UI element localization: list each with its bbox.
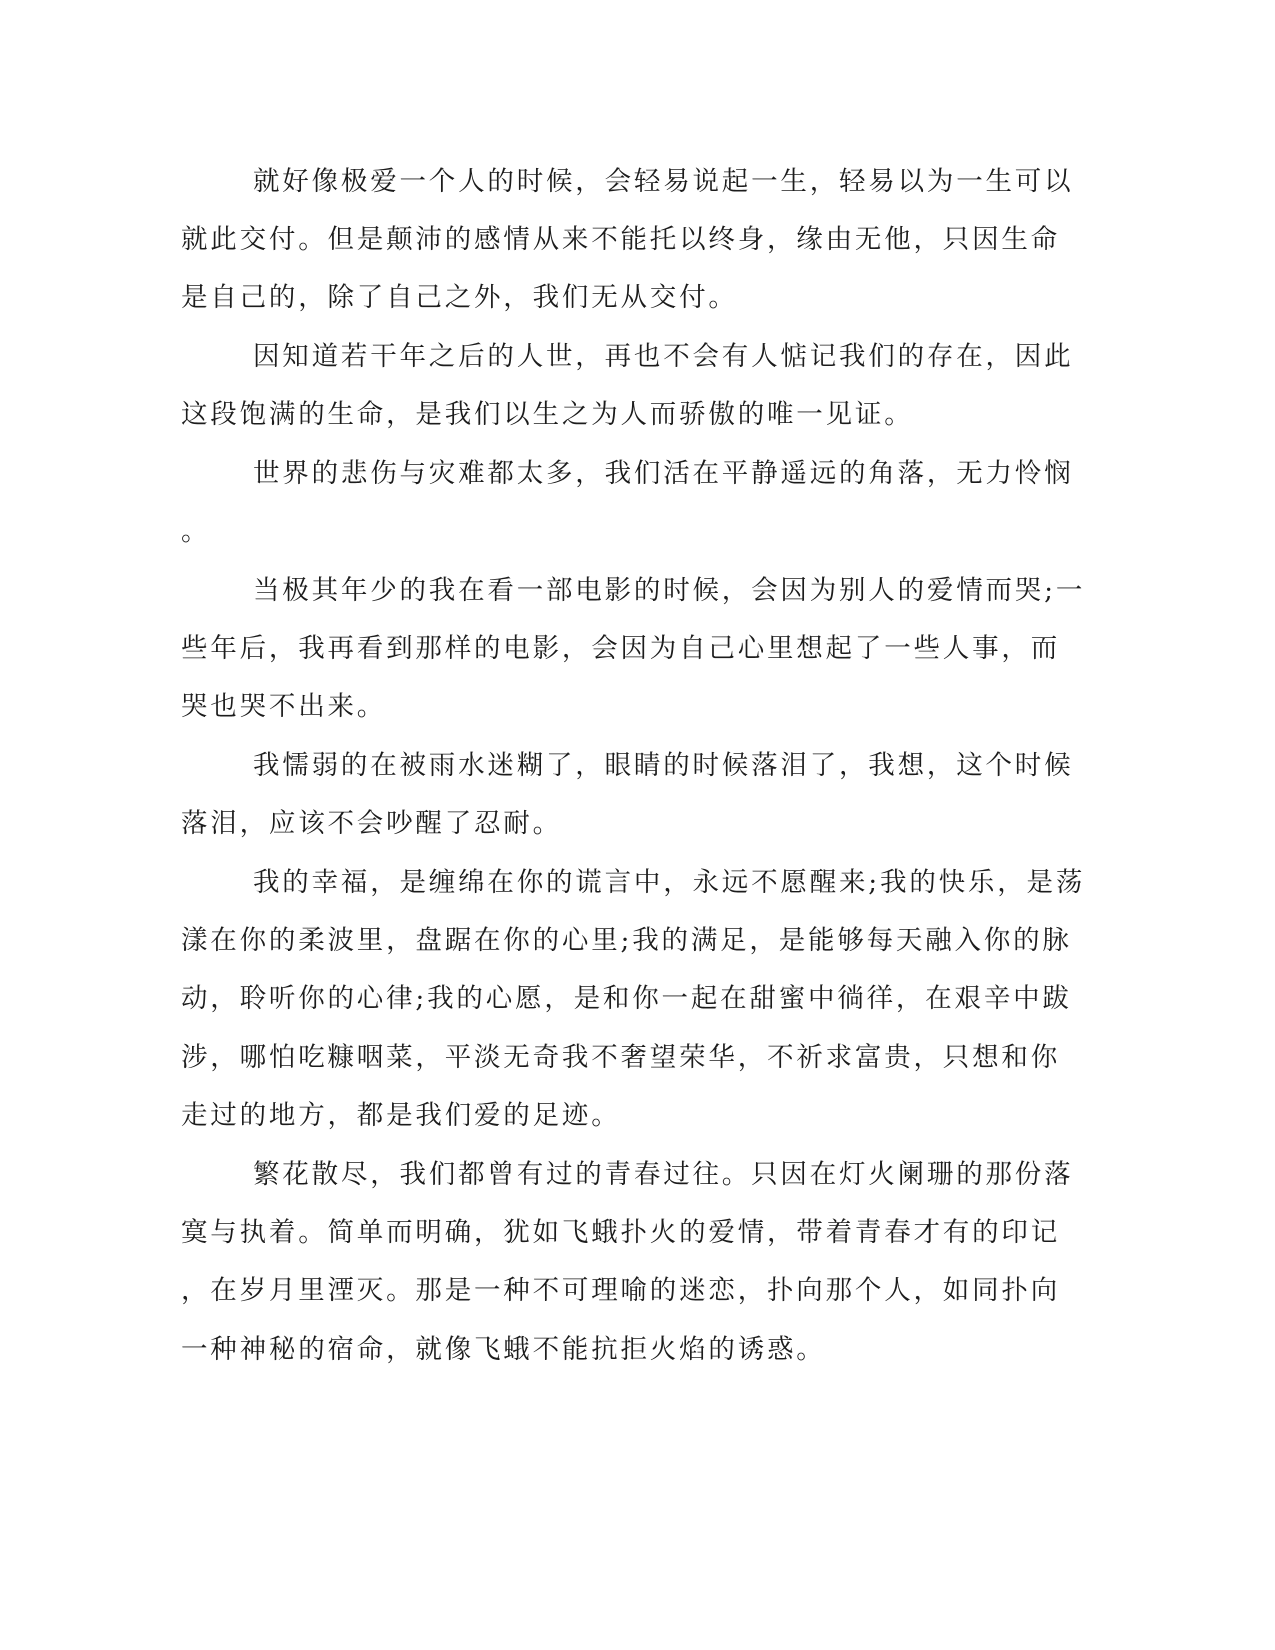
paragraph-7-line-2: 寞与执着。简单而明确，犹如飞蛾扑火的爱情，带着青春才有的印记: [181, 1217, 1060, 1248]
paragraph-4-line-2: 些年后，我再看到那样的电影，会因为自己心里想起了一些人事，而: [181, 633, 1060, 664]
paragraph-6-line-4: 涉，哪怕吃糠咽菜，平淡无奇我不奢望荣华，不祈求富贵，只想和你: [181, 1042, 1060, 1073]
paragraph-1-line-1: 就好像极爱一个人的时候，会轻易说起一生，轻易以为一生可以: [253, 166, 1074, 197]
paragraph-2-line-1: 因知道若干年之后的人世，再也不会有人惦记我们的存在，因此: [253, 341, 1074, 372]
paragraph-4-line-1: 当极其年少的我在看一部电影的时候，会因为别人的爱情而哭;一: [253, 575, 1086, 606]
paragraph-5-line-2: 落泪，应该不会吵醒了忍耐。: [181, 808, 562, 839]
paragraph-7-line-4: 一种神秘的宿命，就像飞蛾不能抗拒火焰的诱惑。: [181, 1334, 826, 1365]
paragraph-6-line-3: 动，聆听你的心律;我的心愿，是和你一起在甜蜜中徜徉，在艰辛中跋: [181, 983, 1072, 1014]
paragraph-7-line-1: 繁花散尽，我们都曾有过的青春过往。只因在灯火阑珊的那份落: [253, 1159, 1074, 1190]
paragraph-3-line-1: 世界的悲伤与灾难都太多，我们活在平静遥远的角落，无力怜悯: [253, 458, 1074, 489]
paragraph-5-line-1: 我懦弱的在被雨水迷糊了，眼睛的时候落泪了，我想，这个时候: [253, 750, 1074, 781]
paragraph-7-line-3: ，在岁月里湮灭。那是一种不可理喻的迷恋，扑向那个人，如同扑向: [181, 1275, 1060, 1306]
paragraph-6-line-1: 我的幸福，是缠绵在你的谎言中，永远不愿醒来;我的快乐，是荡: [253, 867, 1086, 898]
paragraph-1-line-2: 就此交付。但是颠沛的感情从来不能托以终身，缘由无他，只因生命: [181, 224, 1060, 255]
paragraph-2-line-2: 这段饱满的生命，是我们以生之为人而骄傲的唯一见证。: [181, 399, 914, 430]
paragraph-4-line-3: 哭也哭不出来。: [181, 691, 387, 722]
paragraph-6-line-2: 漾在你的柔波里，盘踞在你的心里;我的满足，是能够每天融入你的脉: [181, 925, 1072, 956]
paragraph-3-line-2: 。: [181, 516, 211, 547]
paragraph-6-line-5: 走过的地方，都是我们爱的足迹。: [181, 1100, 621, 1131]
paragraph-1-line-3: 是自己的，除了自己之外，我们无从交付。: [181, 282, 738, 313]
